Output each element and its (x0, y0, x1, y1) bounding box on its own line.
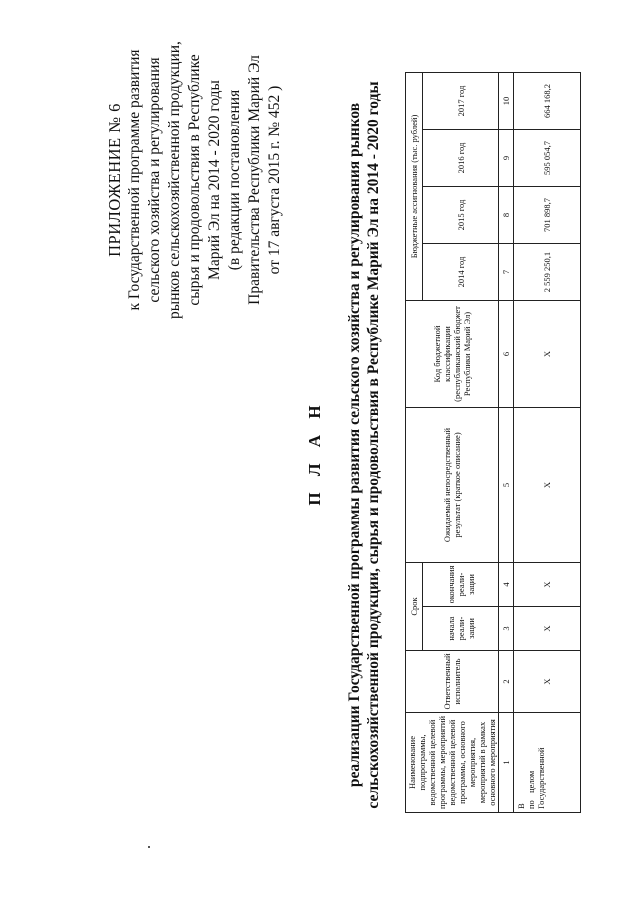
column-number: 1 (499, 713, 514, 813)
column-number: 6 (499, 301, 514, 408)
column-number: 4 (499, 563, 514, 607)
cell-code: Х (514, 301, 581, 408)
cell-end: Х (514, 563, 581, 607)
cell-executor: Х (514, 651, 581, 713)
header-year-2016: 2016 год (423, 130, 499, 187)
header-year-2015: 2015 год (423, 187, 499, 244)
plan-table (405, 72, 581, 813)
appendix-line: Марий Эл на 2014 - 2020 годы (206, 80, 223, 280)
row-name-right: целом Государственной (526, 747, 546, 809)
header-executor: Ответственный исполнитель (406, 651, 499, 713)
cell-value-2015: 701 898,7 (514, 187, 581, 244)
header-year-2017: 2017 год (423, 73, 499, 130)
column-number: 7 (499, 244, 514, 301)
cell-start: Х (514, 607, 581, 651)
appendix-line: (в редакции постановления (226, 89, 243, 271)
cell-value-2014: 2 559 250,1 (514, 244, 581, 301)
appendix-line: Правительства Республики Марий Эл (246, 55, 263, 305)
header-name: Наименование подпрограммы, ведомственной целевой программы, мероприятий ведомственной целевой программы, основного мероприятия, мероприятий в рамках основного мероприятия (406, 713, 499, 813)
column-number: 10 (499, 73, 514, 130)
cell-result: Х (514, 408, 581, 563)
column-number: 3 (499, 607, 514, 651)
appendix-line: от 17 августа 2015 г. № 452 ) (266, 85, 283, 275)
header-term: Срок (406, 563, 423, 651)
appendix-line: сырья и продовольствия в Республике (186, 54, 203, 306)
column-number: 2 (499, 651, 514, 713)
header-year-2014: 2014 год (423, 244, 499, 301)
cell-value-2017: 664 168,2 (514, 73, 581, 130)
appendix-block (105, 15, 285, 345)
cell-value-2016: 595 054,7 (514, 130, 581, 187)
plan-title-line: реализации Государственной программы развития сельского хозяйства и регулирования рынков (346, 102, 363, 788)
appendix-line: сельского хозяйства и регулирования (146, 57, 163, 303)
scan-speck (148, 846, 150, 848)
column-number: 8 (499, 187, 514, 244)
appendix-line: к Государственной программе развития (126, 49, 143, 311)
header-term-end: окончания реали-зации (423, 563, 499, 607)
table-row (514, 73, 581, 813)
header-term-start: начала реали-зации (423, 607, 499, 651)
appendix-title: ПРИЛОЖЕНИЕ № 6 (105, 103, 124, 257)
appendix-line: рынков сельскохозяйственной продукции, (166, 41, 183, 319)
plan-heading: П Л А Н (305, 399, 324, 506)
row-name (514, 713, 581, 813)
header-code: Код бюджетной классификации (республиканский бюджет Республики Марий Эл) (406, 301, 499, 408)
column-number-row (499, 73, 514, 813)
column-number: 9 (499, 130, 514, 187)
header-result: Ожидаемый непосредственный результат (краткое описание) (406, 408, 499, 563)
column-number: 5 (499, 408, 514, 563)
row-name-left: В по (516, 800, 536, 809)
plan-title (345, 45, 383, 845)
plan-title-line: сельскохозяйственной продукции, сырья и продовольствия в Республике Марий Эл на 2014 - 2020 годы (365, 81, 382, 809)
header-budget: Бюджетные ассигнования (тыс. рублей) (406, 73, 423, 301)
